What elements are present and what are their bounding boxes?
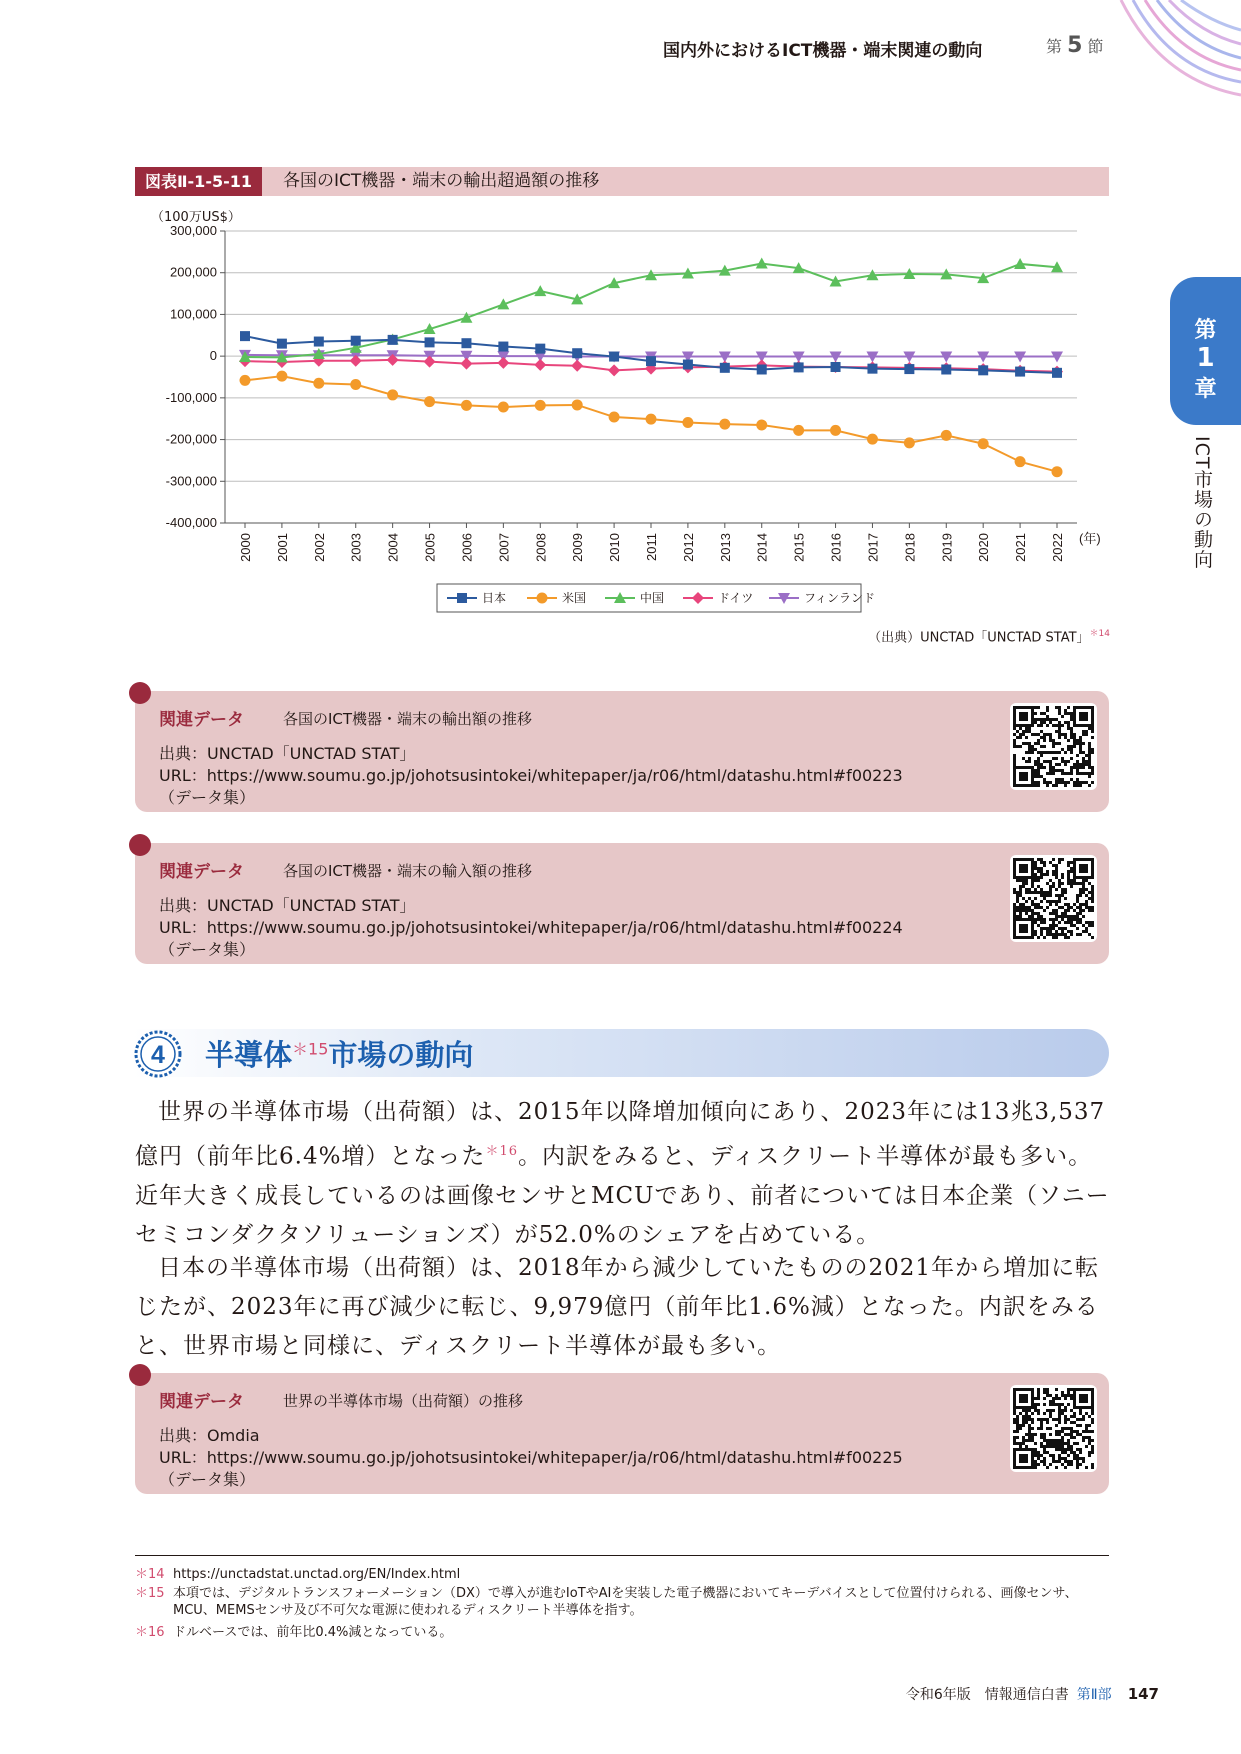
legend-label: ドイツ bbox=[718, 591, 754, 605]
figure-source-ref: ＊14 bbox=[1089, 629, 1110, 639]
data-point bbox=[572, 399, 583, 410]
footnote-text: 本項では、デジタルトランスフォーメーション（DX）で導入が進むIoTやAIを実装した電子機器においてキーデバイスとして位置付けられる、画像センサ、MCU、MEMSセンサ及び不可欠な電源に使われるディスクリート半導体を指す。 bbox=[173, 1586, 1078, 1618]
related-data-source: 出典：UNCTAD「UNCTAD STAT」 bbox=[159, 896, 416, 915]
data-point bbox=[240, 331, 250, 341]
x-tick-label: 2005 bbox=[422, 533, 438, 562]
paragraph-1a: 世界の半導体市場（出荷額）は、2015年以降増加傾向にあり、2023年には13兆3,537億円（前年比6.4%増）となった bbox=[135, 1099, 1106, 1170]
footnote-15 bbox=[135, 1585, 1109, 1619]
footnote-16 bbox=[135, 1624, 1109, 1641]
chapter-tab bbox=[1170, 277, 1241, 425]
data-point bbox=[794, 362, 804, 372]
data-point bbox=[904, 364, 914, 374]
data-point bbox=[572, 348, 582, 358]
related-data-source: 出典：UNCTAD「UNCTAD STAT」 bbox=[159, 744, 416, 763]
x-tick-label: 2017 bbox=[865, 533, 881, 562]
export-surplus-line-chart bbox=[135, 215, 1109, 615]
data-point bbox=[793, 425, 804, 436]
section-title bbox=[205, 1033, 473, 1074]
data-point bbox=[646, 414, 657, 425]
data-point bbox=[608, 364, 620, 376]
data-point bbox=[313, 378, 324, 389]
data-point bbox=[867, 364, 877, 374]
related-data-name: 各国のICT機器・端末の輸入額の推移 bbox=[283, 862, 533, 880]
data-point bbox=[461, 400, 472, 411]
legend-label: 中国 bbox=[640, 591, 665, 605]
section-number: 4 bbox=[151, 1041, 165, 1069]
related-data-tag: 関連データ bbox=[159, 710, 244, 730]
data-point bbox=[756, 419, 767, 430]
section-prefix: 第 bbox=[1046, 37, 1063, 56]
data-point bbox=[497, 357, 509, 369]
y-tick-label: 0 bbox=[209, 348, 217, 364]
legend-label: 日本 bbox=[482, 591, 507, 605]
x-tick-label: 2003 bbox=[348, 533, 364, 562]
data-point bbox=[1052, 368, 1062, 378]
paragraph-japan-market: 日本の半導体市場（出荷額）は、2018年から減少していたものの2021年から増加に転じたが、2023年に再び減少に転じ、9,979億円（前年比1.6%減）となった。内訳をみると、世界市場と同様に、ディスクリート半導体が最も多い。 bbox=[135, 1255, 1100, 1359]
data-point bbox=[1015, 456, 1026, 467]
x-tick-label: 2021 bbox=[1013, 533, 1029, 562]
data-point bbox=[425, 337, 435, 347]
y-tick-label: 100,000 bbox=[170, 306, 217, 322]
related-data-url[interactable]: URL：https://www.soumu.go.jp/johotsusintokei/whitepaper/ja/r06/html/datashu.html#f00223 bbox=[159, 766, 903, 785]
data-point bbox=[1015, 367, 1025, 377]
y-tick-label: -300,000 bbox=[165, 473, 217, 489]
footnote-mark: ＊14 bbox=[135, 1567, 165, 1582]
x-tick-label: 2010 bbox=[607, 533, 623, 562]
legend-swatch-marker bbox=[457, 593, 467, 603]
footnote-text[interactable]: https://unctadstat.unctad.org/EN/Index.html bbox=[173, 1567, 461, 1582]
related-data-tag: 関連データ bbox=[159, 1392, 244, 1412]
related-data-note: （データ集） bbox=[159, 788, 256, 807]
data-point bbox=[978, 365, 988, 375]
y-tick-label: -200,000 bbox=[165, 431, 217, 447]
data-point bbox=[756, 258, 768, 269]
data-point bbox=[388, 335, 398, 345]
section-title-pre: 半導体 bbox=[205, 1038, 293, 1072]
related-data-name: 各国のICT機器・端末の輸出額の推移 bbox=[283, 710, 533, 728]
x-tick-label: 2016 bbox=[828, 533, 844, 562]
data-point bbox=[719, 419, 730, 430]
chapter-tab-line3: 章 bbox=[1194, 377, 1217, 402]
data-point bbox=[498, 402, 509, 413]
footnote-mark: ＊16 bbox=[135, 1625, 165, 1640]
data-point bbox=[424, 356, 436, 368]
x-tick-label: 2006 bbox=[459, 533, 475, 562]
data-point bbox=[276, 371, 287, 382]
figure-label: 図表Ⅱ-1-5-11 bbox=[135, 167, 262, 196]
data-point bbox=[757, 364, 767, 374]
x-tick-label: 2007 bbox=[496, 533, 512, 562]
section-suffix: 節 bbox=[1087, 37, 1104, 56]
data-point bbox=[460, 358, 472, 370]
footnote-mark: ＊15 bbox=[135, 1586, 165, 1601]
related-data-url[interactable]: URL：https://www.soumu.go.jp/johotsusintokei/whitepaper/ja/r06/html/datashu.html#f00224 bbox=[159, 918, 903, 937]
related-data-dot bbox=[129, 1364, 151, 1386]
data-point bbox=[867, 434, 878, 445]
data-point bbox=[720, 363, 730, 373]
y-tick-label: 300,000 bbox=[170, 223, 217, 238]
data-point bbox=[534, 359, 546, 371]
x-tick-label: 2004 bbox=[385, 533, 401, 562]
y-tick-label: 200,000 bbox=[170, 264, 217, 280]
x-tick-label: 2018 bbox=[902, 533, 918, 562]
x-tick-label: 2022 bbox=[1050, 533, 1065, 562]
chapter-tab-number: 1 bbox=[1196, 343, 1215, 373]
section-title-post: 市場の動向 bbox=[328, 1038, 474, 1072]
data-point bbox=[277, 339, 287, 349]
data-point bbox=[461, 338, 471, 348]
data-point bbox=[609, 352, 619, 362]
x-tick-label: 2001 bbox=[274, 533, 290, 562]
section-title-ref: ＊15 bbox=[292, 1039, 329, 1059]
x-tick-label: 2012 bbox=[680, 533, 696, 562]
data-point bbox=[535, 344, 545, 354]
qr-code-icon[interactable] bbox=[1010, 1385, 1097, 1472]
figure-heading bbox=[135, 167, 1109, 196]
section-number-badge bbox=[133, 1029, 183, 1079]
x-tick-label: 2019 bbox=[939, 533, 955, 562]
related-data-dot bbox=[129, 834, 151, 856]
data-point bbox=[941, 430, 952, 441]
data-point bbox=[1052, 466, 1063, 477]
x-tick-label: 2002 bbox=[311, 533, 327, 562]
data-point bbox=[831, 362, 841, 372]
y-tick-label: -400,000 bbox=[165, 515, 217, 530]
page-number: 147 bbox=[1127, 1685, 1159, 1703]
figure-source-text: （出典）UNCTAD「UNCTAD STAT」 bbox=[868, 630, 1090, 646]
legend-label: 米国 bbox=[562, 591, 587, 605]
data-point bbox=[904, 437, 915, 448]
data-point bbox=[350, 379, 361, 390]
data-point bbox=[387, 389, 398, 400]
paragraph-1b: 。内訳をみると、ディスクリート半導体が最も多い。近年大きく成長しているのは画像センサとMCUであり、前者については日本企業（ソニーセミコンダクタソリューションズ）が52.0%のシェアを占めている。 bbox=[135, 1143, 1110, 1248]
footnote-14 bbox=[135, 1566, 1109, 1583]
footer-book-title: 令和6年版 情報通信白書 bbox=[905, 1687, 1069, 1703]
data-point bbox=[314, 337, 324, 347]
x-tick-label: 2000 bbox=[238, 533, 253, 562]
running-header-section bbox=[1046, 33, 1104, 58]
related-data-note: （データ集） bbox=[159, 1470, 256, 1489]
figure-source bbox=[868, 626, 1110, 645]
qr-code-icon[interactable] bbox=[1010, 703, 1097, 790]
data-point bbox=[240, 375, 251, 386]
qr-code-icon[interactable] bbox=[1010, 855, 1097, 942]
paragraph-1-ref: ＊16 bbox=[485, 1144, 518, 1159]
footer-part: 第Ⅱ部 bbox=[1076, 1687, 1112, 1703]
section-number: 5 bbox=[1067, 33, 1083, 58]
x-tick-label: 2008 bbox=[533, 533, 549, 562]
related-data-dot bbox=[129, 682, 151, 704]
footnote-divider bbox=[135, 1555, 1109, 1556]
data-point bbox=[609, 412, 620, 423]
data-point bbox=[646, 356, 656, 366]
data-point bbox=[571, 360, 583, 372]
page-footer bbox=[906, 1684, 1159, 1704]
related-data-box-semiconductor bbox=[135, 1373, 1109, 1494]
footnote-text: ドルベースでは、前年比0.4%減となっている。 bbox=[173, 1625, 453, 1640]
corner-arc-decoration bbox=[1111, 0, 1241, 120]
data-point bbox=[498, 342, 508, 352]
x-tick-label: 2013 bbox=[717, 533, 733, 562]
data-point bbox=[978, 438, 989, 449]
data-point bbox=[682, 417, 693, 428]
data-point bbox=[683, 359, 693, 369]
x-tick-label: 2020 bbox=[976, 533, 992, 562]
chapter-tab-line1: 第 bbox=[1194, 318, 1217, 343]
running-header-title: 国内外におけるICT機器・端末関連の動向 bbox=[663, 41, 983, 61]
related-data-note: （データ集） bbox=[159, 940, 256, 959]
x-tick-label: 2009 bbox=[570, 533, 586, 562]
y-axis-unit: （100万US$） bbox=[151, 210, 241, 225]
x-tick-label: 2014 bbox=[754, 533, 770, 562]
data-point bbox=[941, 364, 951, 374]
related-data-url[interactable]: URL：https://www.soumu.go.jp/johotsusintokei/whitepaper/ja/r06/html/datashu.html#f00225 bbox=[159, 1448, 903, 1467]
paragraph-world-market bbox=[135, 1093, 1111, 1255]
related-data-name: 世界の半導体市場（出荷額）の推移 bbox=[283, 1392, 524, 1410]
chapter-vertical-title: ICT市場の動向 bbox=[1191, 436, 1213, 570]
data-point bbox=[830, 425, 841, 436]
x-axis-unit-label: (年) bbox=[1079, 531, 1101, 546]
data-point bbox=[535, 400, 546, 411]
y-tick-label: -100,000 bbox=[165, 389, 217, 405]
data-point bbox=[534, 285, 546, 296]
figure-title: 各国のICT機器・端末の輸出超過額の推移 bbox=[283, 171, 600, 191]
related-data-tag: 関連データ bbox=[159, 862, 244, 882]
related-data-box-exports bbox=[135, 691, 1109, 812]
legend-label: フィンランド bbox=[804, 591, 876, 605]
related-data-source: 出典：Omdia bbox=[159, 1426, 260, 1445]
data-point bbox=[351, 336, 361, 346]
related-data-box-imports bbox=[135, 843, 1109, 964]
x-tick-label: 2015 bbox=[791, 533, 807, 562]
legend-swatch-marker bbox=[537, 593, 548, 604]
data-point bbox=[424, 396, 435, 407]
x-tick-label: 2011 bbox=[644, 533, 659, 561]
